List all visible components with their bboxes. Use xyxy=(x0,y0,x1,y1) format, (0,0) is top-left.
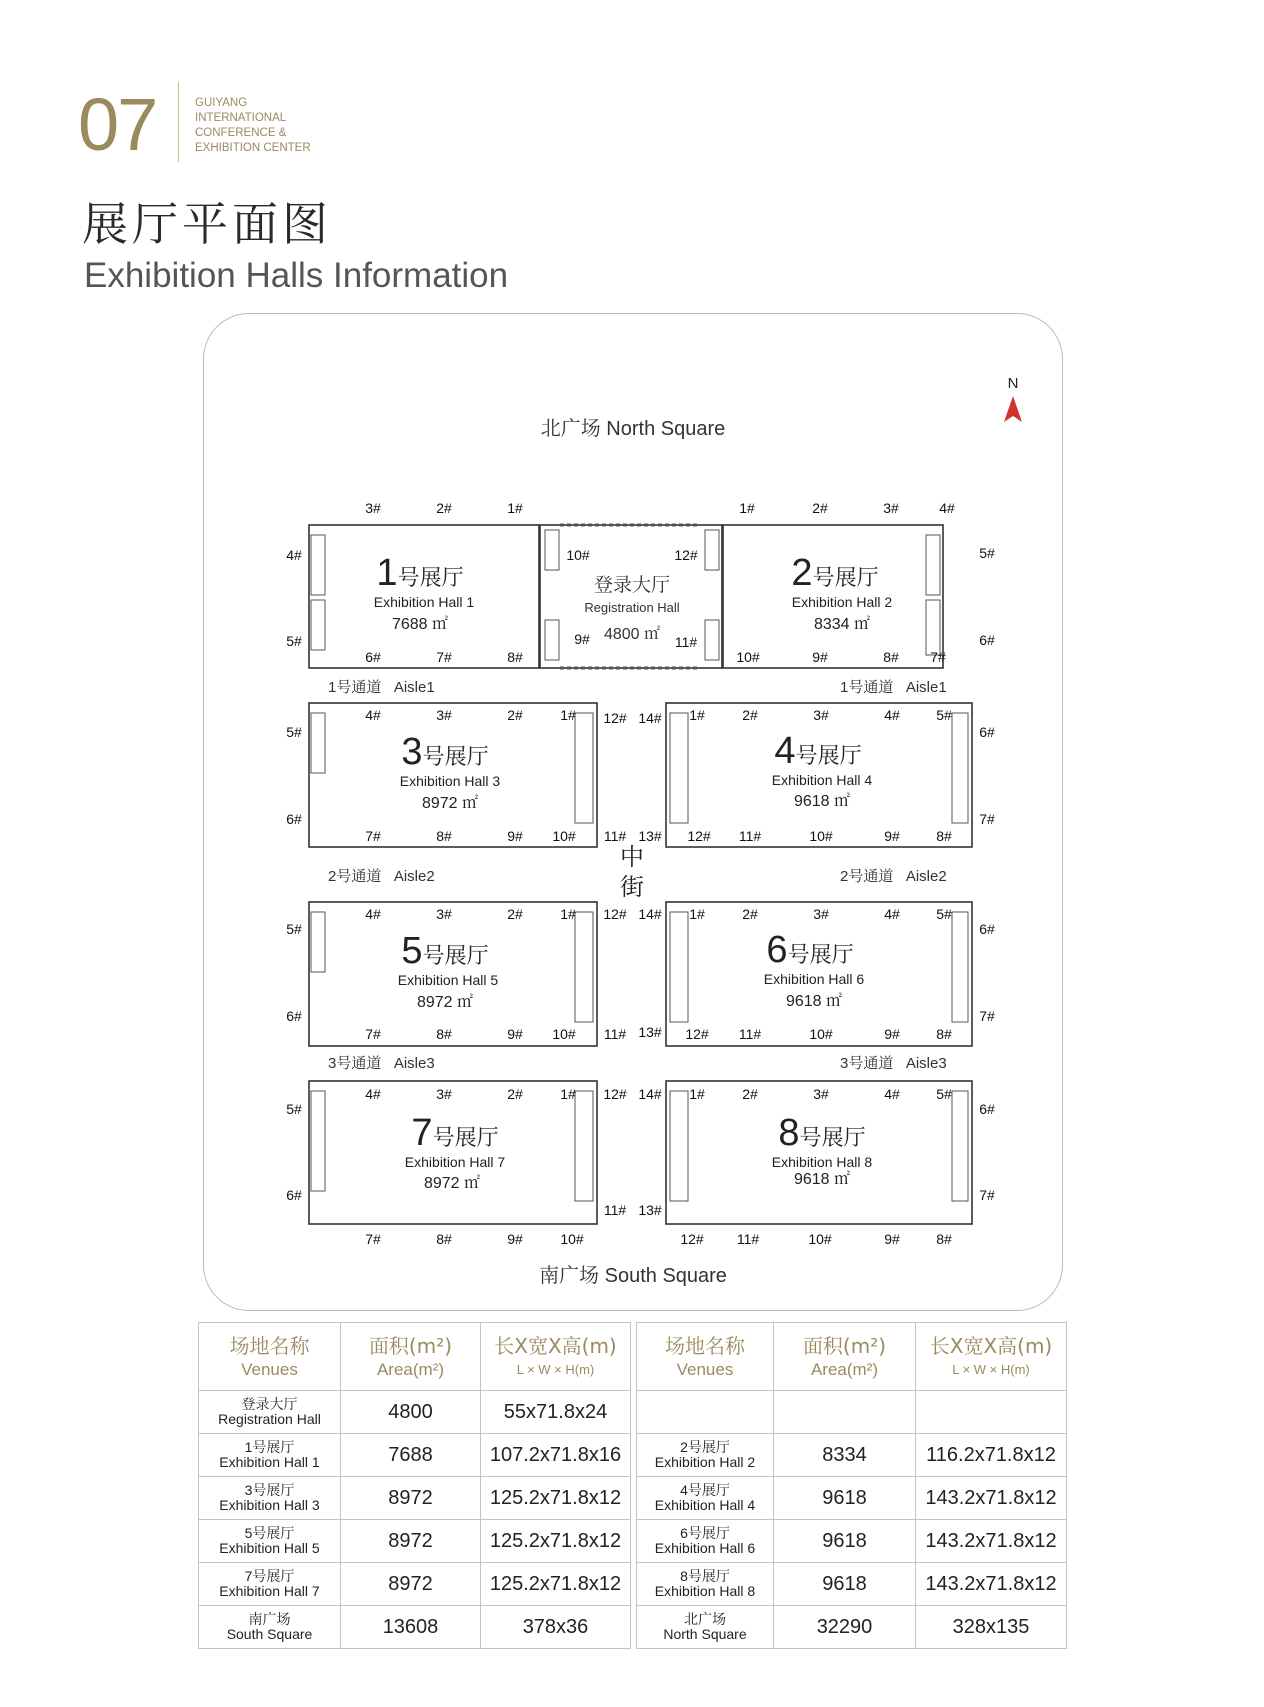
hall-name-en: Exhibition Hall 4 xyxy=(771,772,873,788)
venue-area: 8334 xyxy=(774,1434,916,1477)
door-label: 11# xyxy=(603,1026,627,1042)
door-label: 10# xyxy=(552,1026,576,1042)
svg-text:3号展厅 xyxy=(401,731,488,773)
venue-area xyxy=(774,1391,916,1434)
hall-name-zh: 号展厅 xyxy=(397,565,464,590)
door-label: 7# xyxy=(979,1008,995,1024)
middle-street-label: 街 xyxy=(620,874,644,901)
hall-area: 8972 ㎡ xyxy=(416,994,474,1011)
section-number: 07 xyxy=(78,83,157,166)
door-label: 9# xyxy=(884,1026,900,1042)
door-label: 11# xyxy=(674,634,698,650)
svg-text:4号展厅 xyxy=(774,730,861,772)
table-row xyxy=(637,1477,1067,1520)
door-label: 4# xyxy=(365,906,381,922)
door-label: 2# xyxy=(742,906,758,922)
aisle1-label: 1号通道 Aisle1 xyxy=(840,679,947,696)
venue-dims: 125.2x71.8x12 xyxy=(481,1563,631,1606)
hall-area: 9618 ㎡ xyxy=(793,793,851,810)
hall-area: 7688 ㎡ xyxy=(391,616,449,633)
venues-table-left xyxy=(198,1322,631,1649)
door-label: 12# xyxy=(687,828,711,844)
door-label: 12# xyxy=(603,906,627,922)
hall-area: 8972 ㎡ xyxy=(423,1175,481,1192)
door-label: 4# xyxy=(884,707,900,723)
door-label: 2# xyxy=(812,500,828,516)
venue-area: 8972 xyxy=(341,1563,481,1606)
door-label: 5# xyxy=(286,724,302,740)
area-header: 面积(m²) Area(m²) xyxy=(341,1323,481,1391)
table-row xyxy=(199,1391,631,1434)
door-label: 6# xyxy=(286,811,302,827)
hall3-label xyxy=(400,731,501,812)
door-label: 10# xyxy=(560,1231,584,1247)
venue-dims: 143.2x71.8x12 xyxy=(916,1563,1067,1606)
door-label: 5# xyxy=(936,707,952,723)
door-label: 12# xyxy=(603,710,627,726)
door-label: 1# xyxy=(689,906,705,922)
hall-name-en: Exhibition Hall 1 xyxy=(373,594,475,610)
hall8-outline xyxy=(666,1081,972,1224)
org-line: INTERNATIONAL xyxy=(195,112,287,124)
compass-label: N xyxy=(1007,375,1019,392)
venue-dims: 116.2x71.8x12 xyxy=(916,1434,1067,1477)
venue-dims: 55x71.8x24 xyxy=(481,1391,631,1434)
door-label: 2# xyxy=(742,1086,758,1102)
venue-area: 9618 xyxy=(774,1563,916,1606)
door-label: 3# xyxy=(813,906,829,922)
door-label: 10# xyxy=(808,1231,832,1247)
org-line: EXHIBITION CENTER xyxy=(195,142,311,154)
venue-name: 7号展厅 Exhibition Hall 7 xyxy=(199,1563,341,1606)
door-label: 8# xyxy=(507,649,523,665)
door-label: 13# xyxy=(638,828,662,844)
hall-number: 4 xyxy=(774,730,796,772)
venue-header: 场地名称 Venues xyxy=(199,1323,341,1391)
hall-name-en: Exhibition Hall 8 xyxy=(771,1154,873,1170)
venue-area: 8972 xyxy=(341,1520,481,1563)
page-title-zh: 展厅平面图 xyxy=(82,197,332,251)
area-header: 面积(m²) Area(m²) xyxy=(774,1323,916,1391)
hall-name-en: Registration Hall xyxy=(584,600,680,615)
door-label: 9# xyxy=(507,1026,523,1042)
door-label: 8# xyxy=(936,1026,952,1042)
dims-header: 长X宽X高(m) L × W × H(m) xyxy=(916,1323,1067,1391)
door-label: 7# xyxy=(365,828,381,844)
venue-area: 32290 xyxy=(774,1606,916,1649)
hall-area: 4800 ㎡ xyxy=(603,626,661,643)
door-label: 9# xyxy=(884,828,900,844)
dims-header: 长X宽X高(m) L × W × H(m) xyxy=(481,1323,631,1391)
door-label: 8# xyxy=(936,828,952,844)
venue-name xyxy=(637,1391,774,1434)
middle-street-label: 中 xyxy=(620,844,644,871)
hall-number: 5 xyxy=(401,930,423,972)
venue-area: 8972 xyxy=(341,1477,481,1520)
door-label: 9# xyxy=(884,1231,900,1247)
door-label: 11# xyxy=(738,1026,762,1042)
door-label: 12# xyxy=(674,547,698,563)
door-label: 6# xyxy=(979,632,995,648)
door-label: 6# xyxy=(365,649,381,665)
south-square-label: 南广场 South Square xyxy=(539,1265,727,1287)
hall-name-zh: 号展厅 xyxy=(812,565,879,590)
venue-dims: 143.2x71.8x12 xyxy=(916,1477,1067,1520)
venue-dims: 125.2x71.8x12 xyxy=(481,1520,631,1563)
door-label: 8# xyxy=(436,1231,452,1247)
door-label: 3# xyxy=(813,1086,829,1102)
table-row xyxy=(199,1563,631,1606)
aisle2-label: 2号通道 Aisle2 xyxy=(840,868,947,885)
door-label: 2# xyxy=(507,906,523,922)
registration-label xyxy=(584,574,679,643)
door-label: 6# xyxy=(979,724,995,740)
door-label: 3# xyxy=(436,906,452,922)
door-label: 8# xyxy=(936,1231,952,1247)
table-row xyxy=(637,1563,1067,1606)
hall-name-zh: 号展厅 xyxy=(799,1125,866,1150)
hall-area: 8972 ㎡ xyxy=(421,795,479,812)
org-line: CONFERENCE & xyxy=(195,127,287,139)
hall1-label xyxy=(374,552,475,633)
venue-name: 3号展厅 Exhibition Hall 3 xyxy=(199,1477,341,1520)
door-label: 2# xyxy=(507,1086,523,1102)
hall-name-en: Exhibition Hall 3 xyxy=(399,773,501,789)
door-label: 5# xyxy=(979,545,995,561)
door-label: 8# xyxy=(883,649,899,665)
aisle3-label: 3号通道 Aisle3 xyxy=(328,1055,435,1072)
door-label: 14# xyxy=(638,1086,662,1102)
door-label: 4# xyxy=(365,707,381,723)
venues-table-right xyxy=(636,1322,1067,1649)
door-label: 6# xyxy=(979,1101,995,1117)
door-label: 3# xyxy=(436,1086,452,1102)
hall7-outline xyxy=(309,1081,597,1224)
door-label: 5# xyxy=(936,906,952,922)
venue-dims: 328x135 xyxy=(916,1606,1067,1649)
door-label: 10# xyxy=(566,547,590,563)
north-arrow-icon xyxy=(1004,396,1022,422)
door-label: 1# xyxy=(689,1086,705,1102)
door-label: 7# xyxy=(365,1026,381,1042)
venue-name: 登录大厅 Registration Hall xyxy=(199,1391,341,1434)
table-row xyxy=(637,1434,1067,1477)
door-label: 11# xyxy=(603,828,627,844)
hall-number: 2 xyxy=(791,552,813,594)
table-row xyxy=(637,1606,1067,1649)
venue-dims: 378x36 xyxy=(481,1606,631,1649)
door-label: 4# xyxy=(884,1086,900,1102)
hall-name-zh: 号展厅 xyxy=(795,743,862,768)
door-label: 1# xyxy=(739,500,755,516)
svg-text:7号展厅 xyxy=(411,1112,498,1154)
hall5-label xyxy=(398,930,499,1011)
door-label: 7# xyxy=(979,811,995,827)
door-label: 10# xyxy=(809,1026,833,1042)
door-label: 6# xyxy=(286,1187,302,1203)
svg-text:2号展厅 xyxy=(791,552,878,594)
door-label: 11# xyxy=(738,828,762,844)
door-label: 5# xyxy=(286,921,302,937)
table-row xyxy=(199,1520,631,1563)
table-row xyxy=(199,1434,631,1477)
door-label: 1# xyxy=(560,906,576,922)
door-label: 7# xyxy=(436,649,452,665)
door-label: 13# xyxy=(638,1024,662,1040)
table-row xyxy=(199,1606,631,1649)
hall7-label xyxy=(405,1112,506,1192)
door-label: 6# xyxy=(979,921,995,937)
venue-header: 场地名称 Venues xyxy=(637,1323,774,1391)
venue-area: 9618 xyxy=(774,1520,916,1563)
venue-name: 5号展厅 Exhibition Hall 5 xyxy=(199,1520,341,1563)
hall-name-zh: 号展厅 xyxy=(422,744,489,769)
org-line: GUIYANG xyxy=(195,97,248,109)
svg-text:5号展厅 xyxy=(401,930,488,972)
hall-number: 8 xyxy=(778,1112,800,1154)
door-label: 3# xyxy=(813,707,829,723)
door-label: 10# xyxy=(809,828,833,844)
venue-dims xyxy=(916,1391,1067,1434)
page-title-en: Exhibition Halls Information xyxy=(84,256,509,295)
door-label: 9# xyxy=(812,649,828,665)
table-row xyxy=(637,1520,1067,1563)
venue-name: 1号展厅 Exhibition Hall 1 xyxy=(199,1434,341,1477)
venue-name: 6号展厅 Exhibition Hall 6 xyxy=(637,1520,774,1563)
door-label: 4# xyxy=(286,547,302,563)
hall-name-en: Exhibition Hall 6 xyxy=(763,971,865,987)
hall-area: 9618 ㎡ xyxy=(785,993,843,1010)
door-label: 2# xyxy=(436,500,452,516)
hall8-label xyxy=(772,1112,873,1188)
aisle3-label: 3号通道 Aisle3 xyxy=(840,1055,947,1072)
door-label: 1# xyxy=(560,1086,576,1102)
venue-area: 7688 xyxy=(341,1434,481,1477)
hall6-label xyxy=(764,929,865,1010)
door-label: 3# xyxy=(883,500,899,516)
door-label: 12# xyxy=(603,1086,627,1102)
door-label: 13# xyxy=(638,1202,662,1218)
aisle1-label: 1号通道 Aisle1 xyxy=(328,679,435,696)
venue-area: 13608 xyxy=(341,1606,481,1649)
door-label: 9# xyxy=(507,1231,523,1247)
hall-number: 7 xyxy=(411,1112,433,1154)
aisle2-label: 2号通道 Aisle2 xyxy=(328,868,435,885)
venue-dims: 107.2x71.8x16 xyxy=(481,1434,631,1477)
hall2-label xyxy=(791,552,892,633)
door-label: 14# xyxy=(638,906,662,922)
door-label: 6# xyxy=(286,1008,302,1024)
hall-number: 3 xyxy=(401,731,423,773)
hall-name-en: Exhibition Hall 2 xyxy=(791,594,893,610)
hall-name-zh: 号展厅 xyxy=(787,942,854,967)
venue-name: 8号展厅 Exhibition Hall 8 xyxy=(637,1563,774,1606)
door-label: 3# xyxy=(365,500,381,516)
venue-dims: 143.2x71.8x12 xyxy=(916,1520,1067,1563)
door-label: 10# xyxy=(736,649,760,665)
door-label: 4# xyxy=(884,906,900,922)
door-label: 5# xyxy=(936,1086,952,1102)
door-label: 9# xyxy=(507,828,523,844)
hall-area: 9618 ㎡ xyxy=(793,1171,851,1188)
door-label: 5# xyxy=(286,633,302,649)
door-label: 7# xyxy=(930,649,946,665)
door-label: 7# xyxy=(365,1231,381,1247)
door-label: 1# xyxy=(560,707,576,723)
hall4-label xyxy=(772,730,873,810)
door-label: 9# xyxy=(574,631,590,647)
table-row xyxy=(637,1391,1067,1434)
door-label: 12# xyxy=(685,1026,709,1042)
table-header-row xyxy=(637,1323,1067,1391)
door-label: 10# xyxy=(552,828,576,844)
door-label: 11# xyxy=(736,1231,760,1247)
table-header-row xyxy=(199,1323,631,1391)
hall-name-en: Exhibition Hall 7 xyxy=(404,1154,506,1170)
venue-area: 4800 xyxy=(341,1391,481,1434)
door-label: 8# xyxy=(436,828,452,844)
venue-name: 北广场 North Square xyxy=(637,1606,774,1649)
door-label: 8# xyxy=(436,1026,452,1042)
door-label: 5# xyxy=(286,1101,302,1117)
door-label: 7# xyxy=(979,1187,995,1203)
svg-text:1号展厅 xyxy=(376,552,463,594)
hall-number: 6 xyxy=(766,929,788,971)
door-label: 4# xyxy=(939,500,955,516)
hall-name-zh: 号展厅 xyxy=(432,1125,499,1150)
venue-name: 2号展厅 Exhibition Hall 2 xyxy=(637,1434,774,1477)
door-label: 2# xyxy=(742,707,758,723)
hall-name-zh: 号展厅 xyxy=(422,943,489,968)
door-label: 1# xyxy=(689,707,705,723)
hall-name-en: Exhibition Hall 5 xyxy=(397,972,499,988)
venue-area: 9618 xyxy=(774,1477,916,1520)
venue-dims: 125.2x71.8x12 xyxy=(481,1477,631,1520)
door-label: 14# xyxy=(638,710,662,726)
venue-name: 南广场 South Square xyxy=(199,1606,341,1649)
table-row xyxy=(199,1477,631,1520)
svg-text:8号展厅 xyxy=(778,1112,865,1154)
door-label: 4# xyxy=(365,1086,381,1102)
door-label: 12# xyxy=(680,1231,704,1247)
north-square-label: 北广场 North Square xyxy=(540,418,726,440)
door-label: 1# xyxy=(507,500,523,516)
hall-area: 8334 ㎡ xyxy=(813,616,871,633)
door-label: 11# xyxy=(603,1202,627,1218)
door-label: 3# xyxy=(436,707,452,723)
hall-name-zh: 登录大厅 xyxy=(593,575,671,596)
venue-name: 4号展厅 Exhibition Hall 4 xyxy=(637,1477,774,1520)
hall-number: 1 xyxy=(376,552,398,594)
svg-text:6号展厅 xyxy=(766,929,853,971)
door-label: 2# xyxy=(507,707,523,723)
